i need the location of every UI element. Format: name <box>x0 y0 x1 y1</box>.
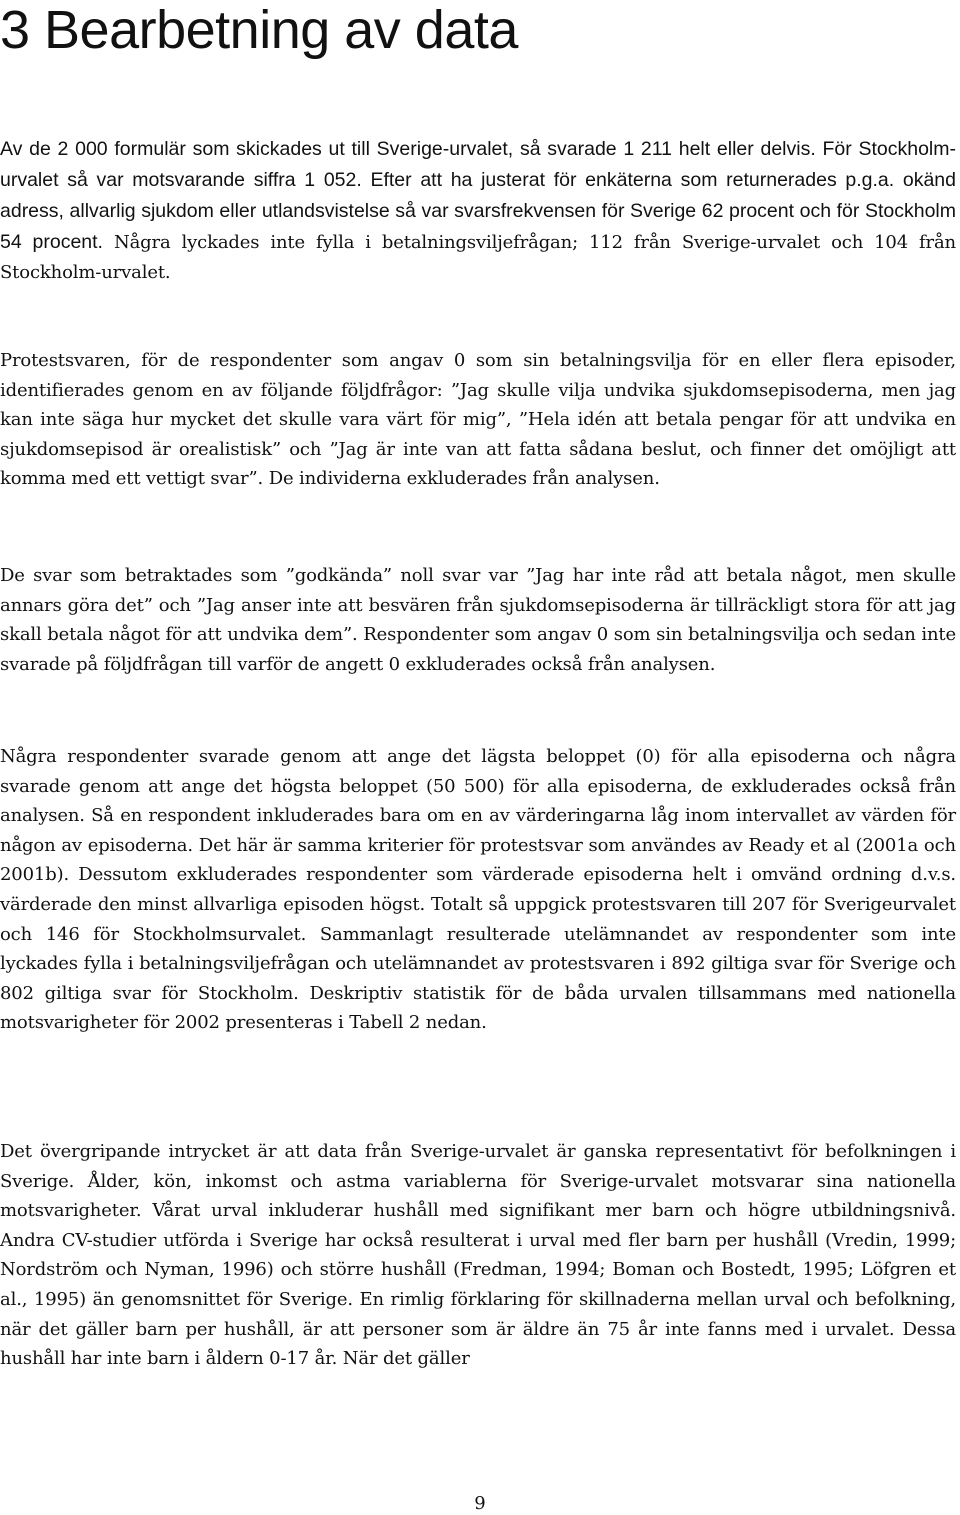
paragraph-exclusion-criteria: Några respondenter svarade genom att ange det lägsta beloppet (0) för alla episoderna och några svarade genom att ange det högsta beloppet (50 500) för alla episoderna, de exkluderades också från analysen. Så en respondent inkluderades bara om en av värderingarna låg inom intervallet av värden för någon av episoderna. Det här är samma kriterier för protestsvar som användes av Ready et al (2001a och 2001b). Dessutom exkluderades respondenter som värderade episoderna helt i omvänd ordning d.v.s. värderade den minst allvarliga episoden högst. Totalt så uppgick protestsvaren till 207 för Sverigeurvalet och 146 för Stockholmsurvalet. Sammanlagt resulterade utelämnandet av respondenter som inte lyckades fylla i betalningsviljefrågan och utelämnandet av protestsvaren i 892 giltiga svar för Sverige och 802 giltiga svar för Stockholm. Deskriptiv statistik för de båda urvalen tillsammans med nationella motsvarigheter för 2002 presenteras i Tabell 2 nedan. <box>0 746 956 1034</box>
paragraph-approved-zero-answers: De svar som betraktades som ”godkända” noll svar var ”Jag har inte råd att betala något, men skulle annars göra det” och ”Jag anser inte att besvären från sjukdomsepisoderna är tillräckligt stora för att jag skall betala något för att undvika dem”. Respondenter som angav 0 som sin betalningsvilja och sedan inte svarade på följdfrågan till varför de angett 0 exkluderades också från analysen. <box>0 565 956 675</box>
page-number: 9 <box>474 1493 486 1514</box>
paragraph-response-rates <box>0 134 956 288</box>
paragraph-protest-answers: Protestsvaren, för de respondenter som angav 0 som sin betalningsvilja för en eller flera episoder, identifierades genom en av följande följdfrågor: ”Jag skulle vilja undvika sjukdomsepisoderna, men jag kan inte säga hur mycket det skulle vara värt för mig”, ”Hela idén att betala pengar för att undvika en sjukdomsepisod är orealistisk” och ”Jag är inte van att fatta sådana beslut, och finner det omöjligt att komma med ett vettigt svar”. De individerna exkluderades från analysen. <box>0 350 956 490</box>
paragraph-representativeness: Det övergripande intrycket är att data från Sverige-urvalet är ganska representativt för befolkningen i Sverige. Ålder, kön, inkomst och astma variablerna för Sverige-urvalet motsvarar sina nationella motsvarigheter. Vårat urval inkluderar hushåll med signifikant mer barn och högre utbildningsnivå. Andra CV-studier utförda i Sverige har också resulterat i urval med fler barn per hushåll (Vredin, 1999; Nordström och Nyman, 1996) och större hushåll (Fredman, 1994; Boman och Bostedt, 1995; Löfgren et al., 1995) än genomsnittet för Sverige. En rimlig förklaring för skillnaderna mellan urval och befolkning, när det gäller barn per hushåll, är att personer som är äldre än 75 år inte fanns med i urvalet. Dessa hushåll har inte barn i åldern 0-17 år. När det gäller <box>0 1141 956 1370</box>
paragraph-response-rates-sans-text: Av de 2 000 formulär som skickades ut till Sverige-urvalet, så svarade 1 211 helt eller delvis. För Stockholm-urvalet så var motsvarande siffra 1 052. Efter att ha justerat för enkäterna som returnerades p.g.a. okänd adress, allvarlig sjukdom eller utlandsvistelse så var svarsfrekvensen för Sverige 62 procent och för Stockholm 54 procent. <box>0 138 956 253</box>
paragraph-response-rates-serif-text: Några lyckades inte fylla i betalningsviljefrågan; 112 från Sverige-urvalet och 104 från Stockholm-urvalet. <box>0 232 956 283</box>
section-heading: 3 Bearbetning av data <box>0 0 518 60</box>
